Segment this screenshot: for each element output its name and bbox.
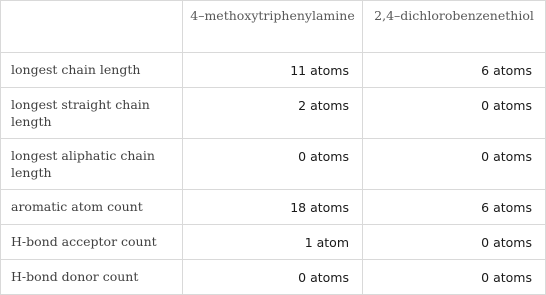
table-row (1, 139, 546, 190)
value-cell: 0 atoms (363, 139, 546, 190)
value-cell: 1 atom (183, 225, 363, 260)
value-cell: 0 atoms (363, 88, 546, 139)
value-cell: 0 atoms (363, 225, 546, 260)
value-cell: 2 atoms (183, 88, 363, 139)
value-cell: 0 atoms (363, 260, 546, 295)
header-empty-cell (1, 1, 183, 53)
header-row (1, 1, 546, 53)
value-cell: 11 atoms (183, 53, 363, 88)
table-row (1, 190, 546, 225)
value-cell: 6 atoms (363, 53, 546, 88)
row-label: H-bond donor count (1, 260, 183, 295)
header-compound-2: 2,4–dichlorobenzenethiol (363, 1, 546, 53)
value-cell: 6 atoms (363, 190, 546, 225)
header-compound-1: 4–methoxytriphenylamine (183, 1, 363, 53)
table-row (1, 53, 546, 88)
table-row (1, 88, 546, 139)
row-label: longest straight chain length (1, 88, 183, 139)
value-cell: 0 atoms (183, 260, 363, 295)
value-cell: 18 atoms (183, 190, 363, 225)
table-row (1, 225, 546, 260)
table-row (1, 260, 546, 295)
row-label: longest chain length (1, 53, 183, 88)
row-label: H-bond acceptor count (1, 225, 183, 260)
row-label: longest aliphatic chain length (1, 139, 183, 190)
value-cell: 0 atoms (183, 139, 363, 190)
row-label: aromatic atom count (1, 190, 183, 225)
